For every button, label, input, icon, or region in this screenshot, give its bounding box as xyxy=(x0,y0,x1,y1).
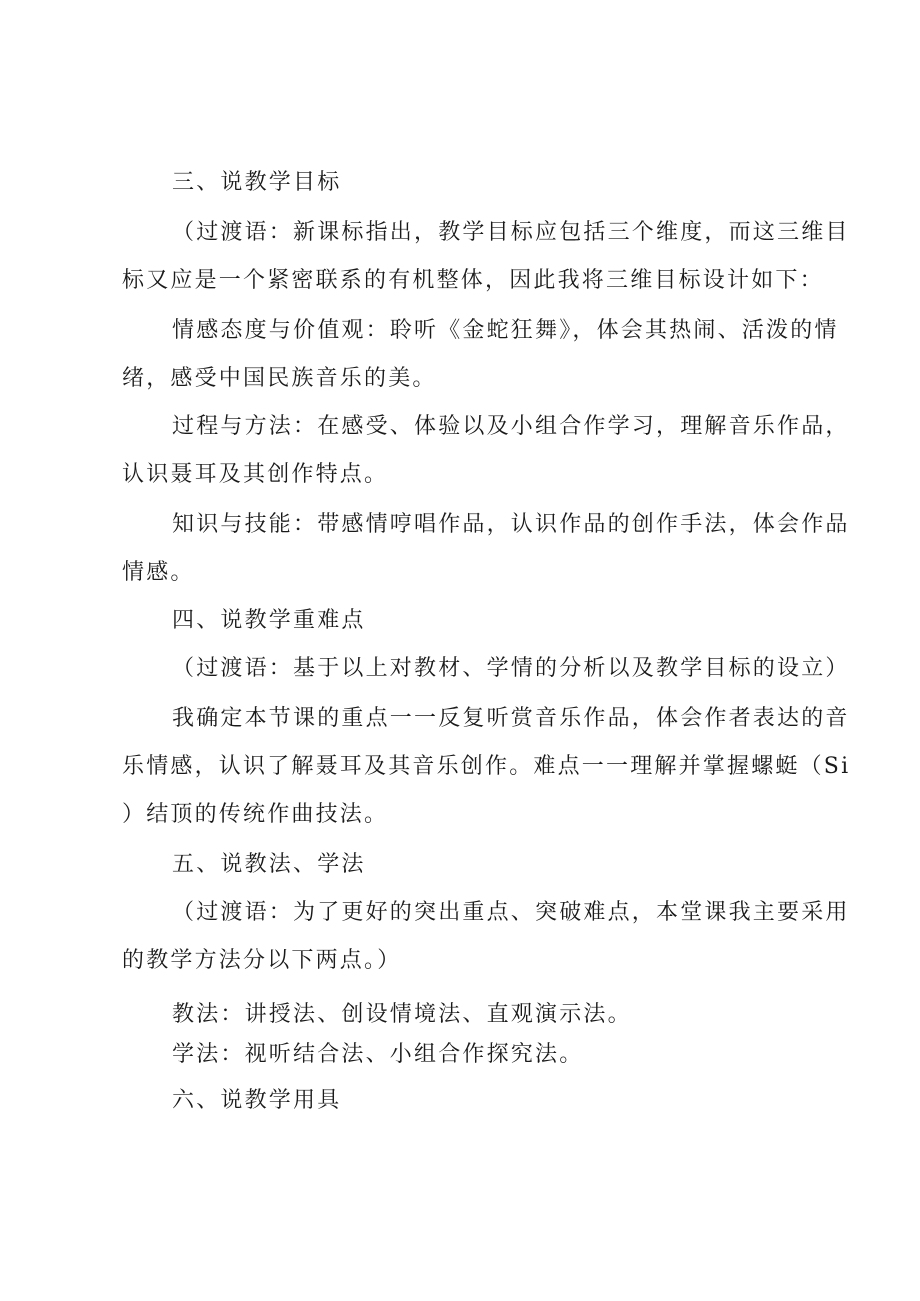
teaching-methods-line: 教法：讲授法、创设情境法、直观演示法。 xyxy=(172,1002,632,1027)
paragraph-line: 我确定本节课的重点一一反复听赏音乐作品，体会作者表达的音 xyxy=(172,706,850,731)
paragraph-line: 乐情感，认识了解聂耳及其音乐创作。难点一一理解并掌握螺蜓（Si xyxy=(122,754,851,779)
transition-text: （过渡语：基于以上对教材、学情的分析以及教学目标的设立） xyxy=(172,656,850,681)
paragraph-line: 绪，感受中国民族音乐的美。 xyxy=(122,366,437,391)
section-heading-methods: 五、说教法、学法 xyxy=(172,852,366,877)
transition-text: （过渡语：新课标指出，教学目标应包括三个维度，而这三维目 xyxy=(172,220,850,245)
section-heading-teaching-tools: 六、说教学用具 xyxy=(172,1088,342,1113)
learning-methods-line: 学法：视听结合法、小组合作探究法。 xyxy=(172,1042,584,1067)
paragraph-line: 知识与技能：带感情哼唱作品，认识作品的创作手法，体会作品 xyxy=(172,512,850,537)
paragraph-line: 情感。 xyxy=(122,560,195,585)
paragraph-line: ）结顶的传统作曲技法。 xyxy=(122,802,389,827)
transition-text: 的教学方法分以下两点。） xyxy=(122,948,402,973)
paragraph-line: 过程与方法：在感受、体验以及小组合作学习，理解音乐作品， xyxy=(172,414,850,439)
paragraph-line: 情感态度与价值观：聆听《金蛇狂舞》，体会其热闹、活泼的情 xyxy=(172,318,839,343)
transition-text: 标又应是一个紧密联系的有机整体，因此我将三维目标设计如下： xyxy=(122,268,824,293)
section-heading-key-points: 四、说教学重难点 xyxy=(172,608,366,633)
transition-text: （过渡语：为了更好的突出重点、突破难点，本堂课我主要采用 xyxy=(172,900,850,925)
paragraph-line: 认识聂耳及其创作特点。 xyxy=(122,462,389,487)
section-heading-teaching-objectives: 三、说教学目标 xyxy=(172,170,342,195)
